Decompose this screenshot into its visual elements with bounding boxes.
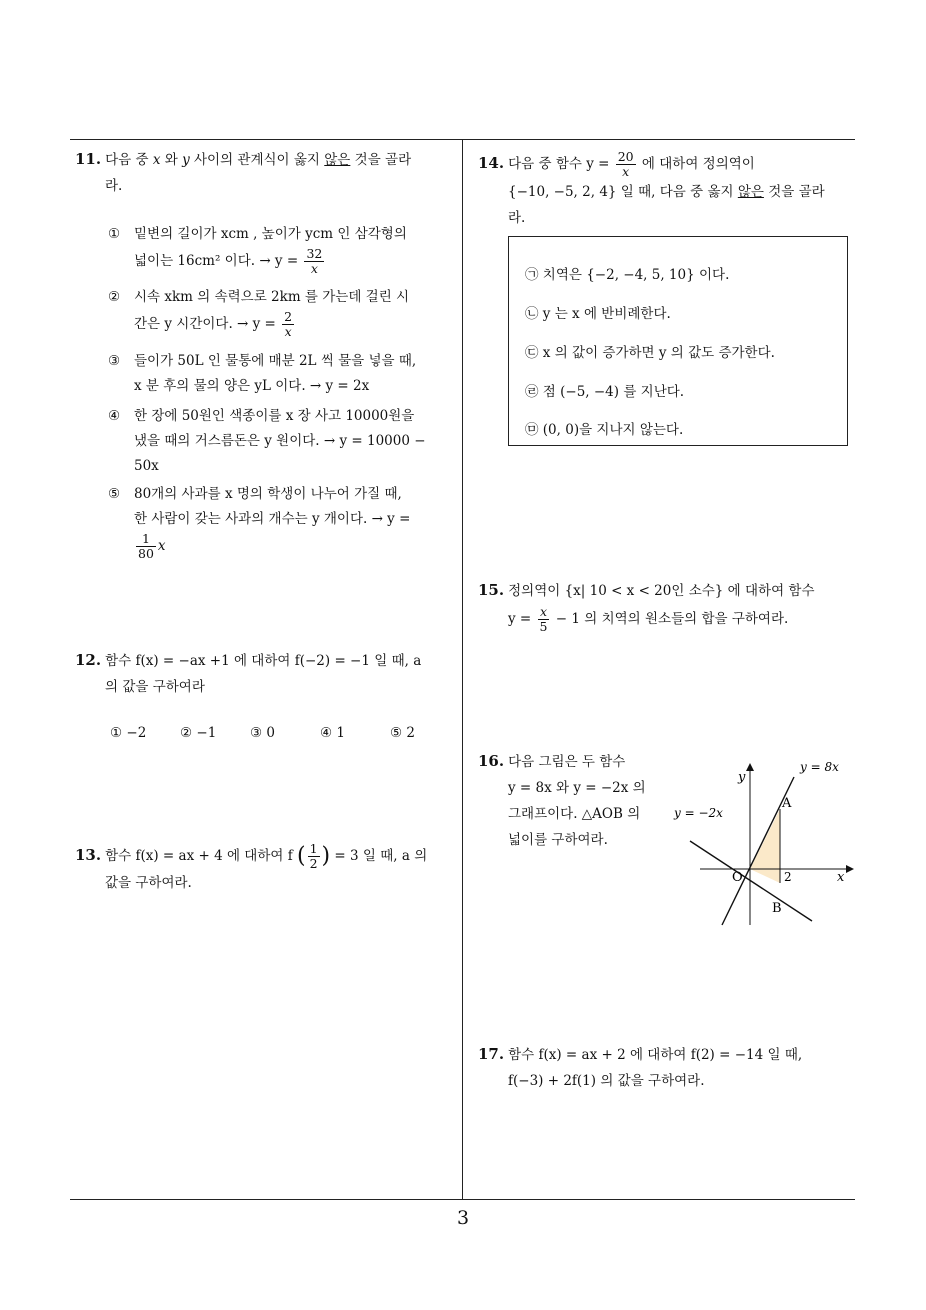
question-number: 11.	[75, 150, 102, 168]
fraction: $\frac{2}{x}$	[284, 309, 293, 339]
column-divider	[462, 139, 463, 1200]
q12-option-2[interactable]: ② −1	[180, 725, 217, 741]
label-x-2: 2	[784, 870, 792, 884]
q12-option-1[interactable]: ① −2	[110, 725, 147, 741]
label-x-axis: x	[837, 870, 845, 885]
label-point-a: A	[782, 796, 792, 811]
page-number: 3	[456, 1207, 470, 1229]
statement-1: ㉠ 치역은 {−2, −4, 5, 10} 이다.	[525, 267, 730, 283]
statement-box	[508, 236, 848, 446]
question-number: 12.	[75, 651, 102, 669]
statement-3: ㉢ x 의 값이 증가하면 y 의 값도 증가한다.	[525, 345, 775, 361]
question-11-stem: 11. 다음 중 x 와 y 사이의 관계식이 옳지 않은 것을 골라	[75, 150, 412, 168]
q11-choice-3[interactable]: ③ 들이가 50L 인 물통에 매분 2L 씩 물을 넣을 때, x 분 후의 물의 양은 yL 이다. → y = 2x	[108, 353, 417, 394]
fraction: $\frac{1}{80}$	[138, 531, 154, 561]
statement-2: ㉡ y 는 x 에 반비례한다.	[525, 306, 671, 322]
statement-4: ㉣ 점 (−5, −4) 를 지난다.	[525, 384, 685, 400]
question-number: 15.	[478, 581, 505, 599]
question-13: 13. 함수 f(x) = ax + 4 에 대하여 f ( $\frac{1}{2}$ ) = 3 일 때, a 의 값을 구하여라.	[75, 841, 428, 891]
question-number: 17.	[478, 1045, 505, 1063]
label-y-axis: y	[738, 770, 746, 785]
underlined-word: 않은	[324, 152, 351, 168]
q12-option-4[interactable]: ④ 1	[320, 725, 345, 741]
label-y-minus-2x: y = −2x	[674, 806, 723, 820]
question-number: 13.	[75, 846, 102, 864]
label-point-b: B	[772, 901, 782, 916]
q11-choice-5[interactable]: ⑤ 80개의 사과를 x 명의 학생이 나누어 가질 때, 한 사람이 갖는 사과의 개수는 y 개이다. → y = $\frac{1}{80}$ x	[108, 486, 411, 561]
question-15: 15. 정의역이 {x| 10 < x < 20인 소수} 에 대하여 함수 y = $\frac{x}{5}$ − 1 의 치역의 원소들의 합을 구하여라.	[478, 581, 815, 634]
q12-option-3[interactable]: ③ 0	[250, 725, 275, 741]
question-11: 11. 다음 중 x 와 y 사이의 관계식이 옳지 않은 것을 골라 라.	[75, 146, 460, 199]
question-12: 12. 함수 f(x) = −ax +1 에 대하여 f(−2) = −1 일 때, a 의 값을 구하여라	[75, 651, 422, 695]
question-number: 14.	[478, 154, 505, 172]
question-14: 14. 다음 중 함수 y = $\frac{20}{x}$ 에 대하여 정의역이 {−10, −5, 2, 4} 일 때, 다음 중 옳지 않은 것을 골라 라.	[478, 149, 825, 226]
function-graph	[670, 755, 860, 935]
q12-options	[110, 725, 450, 745]
y-axis-arrow-icon	[746, 763, 754, 771]
fraction: $\frac{20}{x}$	[617, 149, 634, 179]
question-number: 16.	[478, 752, 505, 770]
bottom-rule	[70, 1199, 855, 1200]
question-16: 16. 다음 그림은 두 함수 y = 8x 와 y = −2x 의 그래프이다. △AOB 의 넓이를 구하여라.	[478, 752, 646, 848]
underlined-word: 않은	[737, 184, 764, 200]
fraction: $\frac{32}{x}$	[306, 246, 323, 276]
label-origin: O	[732, 870, 743, 885]
q11-choice-1[interactable]: ① 밑변의 길이가 xcm , 높이가 ycm 인 삼각형의 넓이는 16cm² 이다. → y = $\frac{32}{x}$	[108, 226, 407, 276]
question-17: 17. 함수 f(x) = ax + 2 에 대하여 f(2) = −14 일 때, f(−3) + 2f(1) 의 값을 구하여라.	[478, 1045, 803, 1089]
triangle-aob	[750, 809, 780, 883]
label-y-8x: y = 8x	[800, 760, 839, 774]
q11-choice-4[interactable]: ④ 한 장에 50원인 색종이를 x 장 사고 10000원을 냈을 때의 거스름돈은 y 원이다. → y = 10000 − 50x	[108, 408, 426, 474]
line-y-minus-2x	[690, 841, 812, 921]
q11-choice-2[interactable]: ② 시속 xkm 의 속력으로 2km 를 가는데 걸린 시 간은 y 시간이다. → y = $\frac{2}{x}$	[108, 289, 410, 339]
fraction: $\frac{x}{5}$	[539, 604, 548, 634]
fraction: $\frac{1}{2}$	[309, 841, 318, 871]
q12-option-5[interactable]: ⑤ 2	[390, 725, 415, 741]
x-axis-arrow-icon	[846, 865, 854, 873]
statement-5: ㉤ (0, 0)을 지나지 않는다.	[525, 422, 684, 438]
